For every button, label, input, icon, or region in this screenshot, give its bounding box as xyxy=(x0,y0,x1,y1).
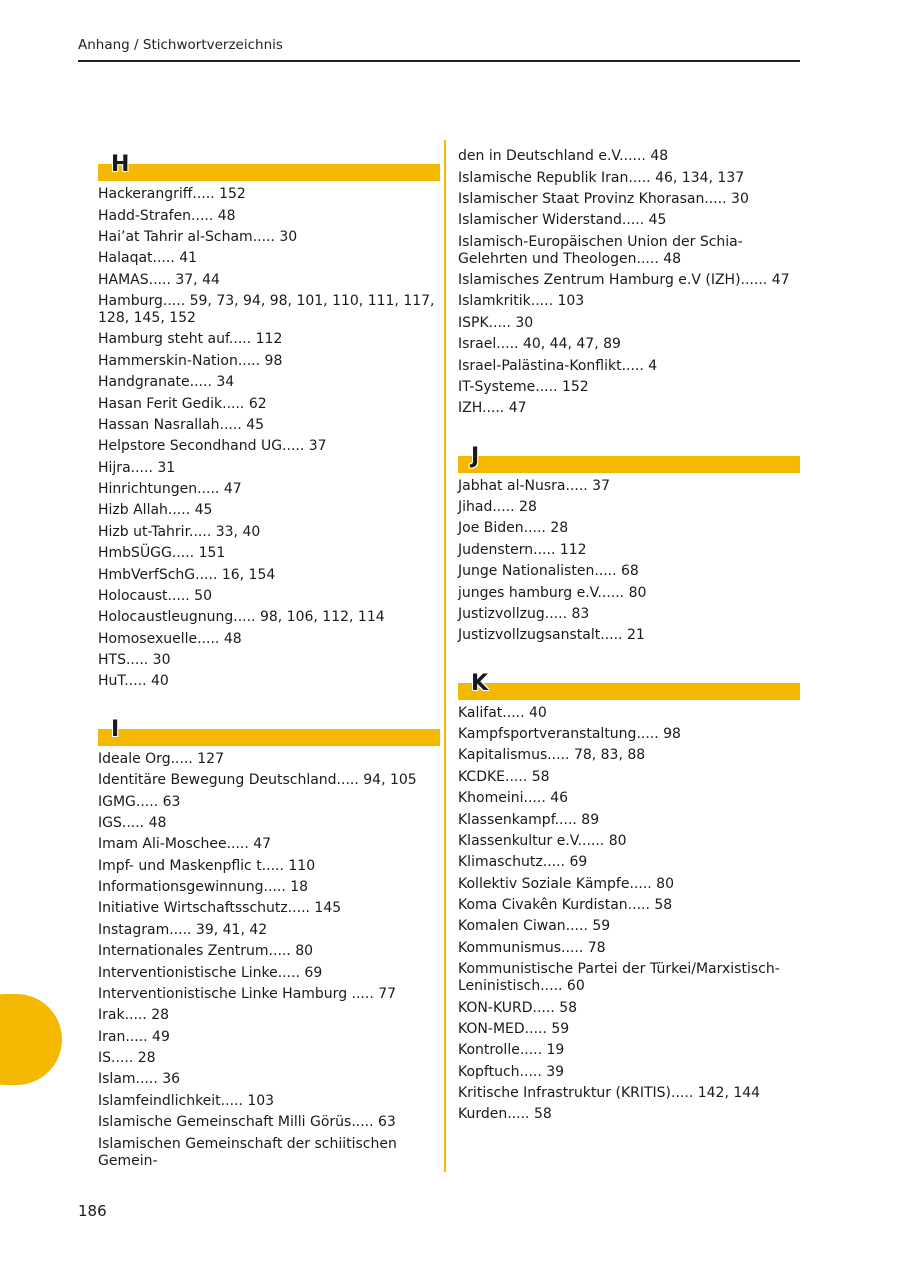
index-entry: Hassan Nasrallah..... 45 xyxy=(98,416,265,433)
index-entry: IGS..... 48 xyxy=(98,814,167,831)
index-entry: ISPK..... 30 xyxy=(458,314,534,331)
index-entry: Islamisches Zentrum Hamburg e.V (IZH)...... 47 xyxy=(458,272,790,289)
index-section-j xyxy=(458,444,800,647)
index-entry: Holocaustleugnung..... 98, 106, 112, 114 xyxy=(98,609,385,626)
index-entry: HTS..... 30 xyxy=(98,652,171,669)
index-entry: Holocaust..... 50 xyxy=(98,587,212,604)
index-entry: Israel-Palästina-Konflikt..... 4 xyxy=(458,357,658,374)
index-entry: Judenstern..... 112 xyxy=(458,541,587,558)
running-header: Anhang / Stichwortverzeichnis xyxy=(78,37,283,53)
index-entry: Islamkritik..... 103 xyxy=(458,293,585,310)
index-entry: Islamische Gemeinschaft Milli Görüs..... 63 xyxy=(98,1114,396,1131)
index-entry: Justizvollzug..... 83 xyxy=(458,605,590,622)
index-entry: Joe Biden..... 28 xyxy=(458,520,569,537)
index-entry: Handgranate..... 34 xyxy=(98,374,235,391)
index-entry: Kampfsportveranstaltung..... 98 xyxy=(458,726,681,743)
index-entry: KON-MED..... 59 xyxy=(458,1020,570,1037)
index-entry: Kontrolle..... 19 xyxy=(458,1042,565,1059)
index-section-i xyxy=(98,717,440,1172)
index-entry: Hackerangriff..... 152 xyxy=(98,186,246,203)
index-entry: Kollektiv Soziale Kämpfe..... 80 xyxy=(458,875,674,892)
entry-list xyxy=(458,703,800,1126)
index-entry: Jabhat al-Nusra..... 37 xyxy=(458,477,610,494)
index-entry: Kurden..... 58 xyxy=(458,1106,552,1123)
index-entry: Hamburg..... 59, 73, 94, 98, 101, 110, 111, 117, 128, 145, 152 xyxy=(98,293,435,327)
index-entry: junges hamburg e.V...... 80 xyxy=(458,584,647,601)
index-entry: Israel..... 40, 44, 47, 89 xyxy=(458,336,621,353)
index-entry: Kapitalismus..... 78, 83, 88 xyxy=(458,747,646,764)
page-number: 186 xyxy=(78,1202,107,1220)
header-rule xyxy=(78,60,800,62)
index-entry: Initiative Wirtschaftsschutz..... 145 xyxy=(98,900,342,917)
index-column-left xyxy=(98,152,440,1172)
index-entry: KON-KURD..... 58 xyxy=(458,999,578,1016)
index-entry: IT-Systeme..... 152 xyxy=(458,378,589,395)
index-entry: Klassenkampf..... 89 xyxy=(458,811,600,828)
letter-bar xyxy=(98,729,440,746)
index-entry: Ideale Org..... 127 xyxy=(98,750,224,767)
index-entry: Klimaschutz..... 69 xyxy=(458,854,588,871)
index-entry: Internationales Zentrum..... 80 xyxy=(98,943,314,960)
index-entry: Halaqat..... 41 xyxy=(98,250,198,267)
index-entry: Hadd-Strafen..... 48 xyxy=(98,207,236,224)
index-entry: Justizvollzugsanstalt..... 21 xyxy=(458,627,645,644)
index-entry: Khomeini..... 46 xyxy=(458,790,569,807)
index-entry: Kommunismus..... 78 xyxy=(458,939,606,956)
index-entry: Iran..... 49 xyxy=(98,1028,170,1045)
index-entry: Islamfeindlichkeit..... 103 xyxy=(98,1092,275,1109)
letter-label: K xyxy=(471,670,489,696)
index-entry: Komalen Ciwan..... 59 xyxy=(458,918,611,935)
index-entry: Junge Nationalisten..... 68 xyxy=(458,563,639,580)
index-entry: HmbVerfSchG..... 16, 154 xyxy=(98,566,276,583)
index-entry: Interventionistische Linke Hamburg ..... 77 xyxy=(98,985,397,1002)
index-entry: Hamburg steht auf..... 112 xyxy=(98,331,283,348)
entry-list xyxy=(458,476,800,647)
index-entry: Islamische Republik Iran..... 46, 134, 137 xyxy=(458,169,745,186)
index-entry: Irak..... 28 xyxy=(98,1007,170,1024)
letter-label: I xyxy=(111,716,120,742)
index-entry: Hai’at Tahrir al-Scham..... 30 xyxy=(98,228,298,245)
index-entry: Kommunistische Partei der Türkei/Marxistisch-Leninistisch..... 60 xyxy=(458,961,780,995)
index-entry: HmbSÜGG..... 151 xyxy=(98,545,226,562)
index-entry: Hinrichtungen..... 47 xyxy=(98,481,242,498)
index-entry: HuT..... 40 xyxy=(98,673,169,690)
letter-bar xyxy=(458,456,800,473)
letter-heading xyxy=(458,444,800,474)
letter-bar xyxy=(98,164,440,181)
index-entry: Klassenkultur e.V...... 80 xyxy=(458,832,627,849)
index-entry: IGMG..... 63 xyxy=(98,793,181,810)
index-entry: Islamischen Gemeinschaft der schiitischen Gemein- xyxy=(98,1135,397,1169)
index-entry: Islamisch-Europäischen Union der Schia-Gelehrten und Theologen..... 48 xyxy=(458,233,743,267)
letter-bar xyxy=(458,683,800,700)
index-entry: Kalifat..... 40 xyxy=(458,704,547,721)
letter-label: J xyxy=(471,443,480,469)
index-entry: Hasan Ferit Gedik..... 62 xyxy=(98,395,267,412)
index-entry: IS..... 28 xyxy=(98,1050,156,1067)
column-divider xyxy=(444,140,446,1172)
index-entry: KCDKE..... 58 xyxy=(458,768,550,785)
index-entry: Helpstore Secondhand UG..... 37 xyxy=(98,438,327,455)
index-entry: Islamischer Widerstand..... 45 xyxy=(458,212,667,229)
letter-heading xyxy=(98,152,440,182)
index-entry: Hammerskin-Nation..... 98 xyxy=(98,352,283,369)
entry-list xyxy=(98,749,440,1172)
letter-heading xyxy=(458,671,800,701)
letter-heading xyxy=(98,717,440,747)
index-entry: IZH..... 47 xyxy=(458,400,527,417)
index-entry: Homosexuelle..... 48 xyxy=(98,630,242,647)
index-entry: Hijra..... 31 xyxy=(98,459,176,476)
index-section-k xyxy=(458,671,800,1126)
entry-list-continuation xyxy=(458,146,800,420)
index-entry: Informationsgewinnung..... 18 xyxy=(98,879,309,896)
index-entry: Jihad..... 28 xyxy=(458,499,537,516)
index-section-h xyxy=(98,152,440,693)
thumb-index-tab xyxy=(0,994,62,1085)
entry-list xyxy=(98,184,440,693)
index-entry: Impf- und Maskenpflic t..... 110 xyxy=(98,857,316,874)
index-entry: Instagram..... 39, 41, 42 xyxy=(98,921,268,938)
index-entry: den in Deutschland e.V...... 48 xyxy=(458,148,669,165)
letter-label: H xyxy=(111,152,130,177)
index-entry: Interventionistische Linke..... 69 xyxy=(98,964,323,981)
index-entry: Islamischer Staat Provinz Khorasan..... 30 xyxy=(458,190,749,207)
index-entry: Identitäre Bewegung Deutschland..... 94, 105 xyxy=(98,772,417,789)
index-entry: Koma Civakên Kurdistan..... 58 xyxy=(458,897,673,914)
index-entry: Hizb ut-Tahrir..... 33, 40 xyxy=(98,523,261,540)
index-entry: Islam..... 36 xyxy=(98,1071,181,1088)
index-entry: HAMAS..... 37, 44 xyxy=(98,271,220,288)
index-entry: Imam Ali-Moschee..... 47 xyxy=(98,836,272,853)
index-column-right xyxy=(458,146,800,1126)
index-entry: Kopftuch..... 39 xyxy=(458,1063,565,1080)
index-entry: Kritische Infrastruktur (KRITIS)..... 142, 144 xyxy=(458,1085,761,1102)
index-entry: Hizb Allah..... 45 xyxy=(98,502,213,519)
